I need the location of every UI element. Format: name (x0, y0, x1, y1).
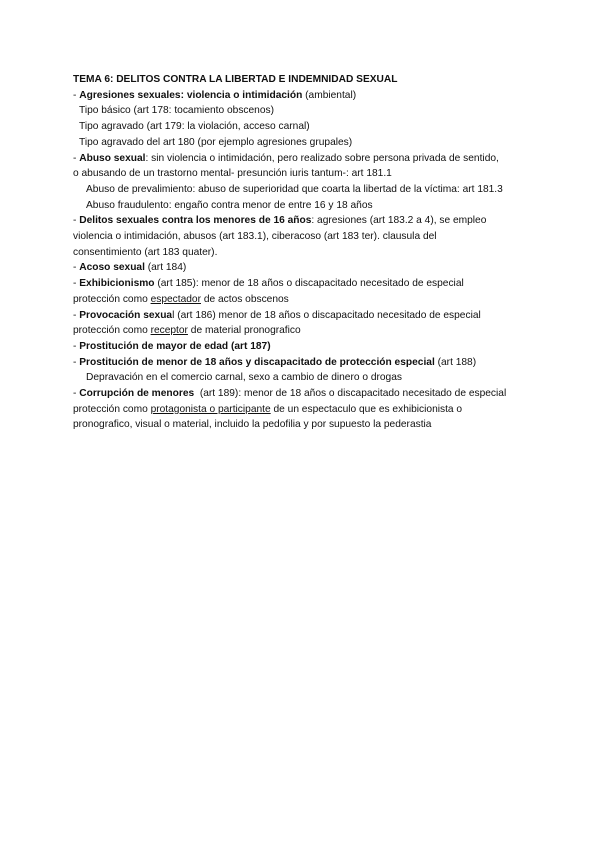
agresiones-item: Tipo agravado del art 180 (por ejemplo agresiones grupales) (79, 136, 353, 148)
section-prostitucion-menor: - Prostitución de menor de 18 años y discapacitado de protección especial (art 188) (73, 356, 477, 368)
abuso-continuation: o abusando de un trastorno mental- presunción iuris tantum-: art 181.1 (73, 168, 392, 180)
corrupcion-continuation: protección como protagonista o participante de un espectaculo que es exhibicionista o (73, 403, 463, 415)
menores-16-continuation: consentimiento (art 183 quater). (73, 246, 218, 258)
section-acoso: - Acoso sexual (art 184) (73, 262, 187, 274)
section-provocacion: - Provocación sexual (art 186) menor de 18 años o discapacitado necesitado de especial (73, 309, 481, 321)
abuso-item: Abuso fraudulento: engaño contra menor de entre 16 y 18 años (86, 199, 373, 211)
section-abuso: - Abuso sexual: sin violencia o intimidación, pero realizado sobre persona privada de sentido, (73, 152, 499, 164)
provocacion-continuation: protección como receptor de material pronografico (73, 325, 301, 337)
section-agresiones: - Agresiones sexuales: violencia o intimidación (ambiental) (73, 89, 357, 101)
prostitucion-menor-item: Depravación en el comercio carnal, sexo a cambio de dinero o drogas (86, 372, 402, 384)
section-corrupcion: - Corrupción de menores (art 189): menor de 18 años o discapacitado necesitado de especial (73, 388, 507, 400)
abuso-item: Abuso de prevalimiento: abuso de superioridad que coarta la libertad de la víctima: art 181.3 (86, 183, 503, 195)
agresiones-item: Tipo agravado (art 179: la violación, acceso carnal) (79, 121, 310, 133)
agresiones-item: Tipo básico (art 178: tocamiento obscenos) (79, 105, 274, 117)
exhibicionismo-continuation: protección como espectador de actos obscenos (73, 293, 289, 305)
menores-16-continuation: violencia o intimidación, abusos (art 183.1), ciberacoso (art 183 ter). clausula del (73, 231, 437, 243)
corrupcion-continuation: pronografico, visual o material, incluido la pedofilia y por supuesto la pederastia (73, 419, 432, 431)
section-exhibicionismo: - Exhibicionismo (art 185): menor de 18 años o discapacitado necesitado de especial (73, 278, 464, 290)
section-prostitucion-mayor: - Prostitución de mayor de edad (art 187) (73, 340, 271, 352)
document-body (73, 72, 543, 433)
section-menores-16: - Delitos sexuales contra los menores de 16 años: agresiones (art 183.2 a 4), se empleo (73, 215, 487, 227)
document-title: TEMA 6: DELITOS CONTRA LA LIBERTAD E INDEMNIDAD SEXUAL (73, 74, 398, 85)
